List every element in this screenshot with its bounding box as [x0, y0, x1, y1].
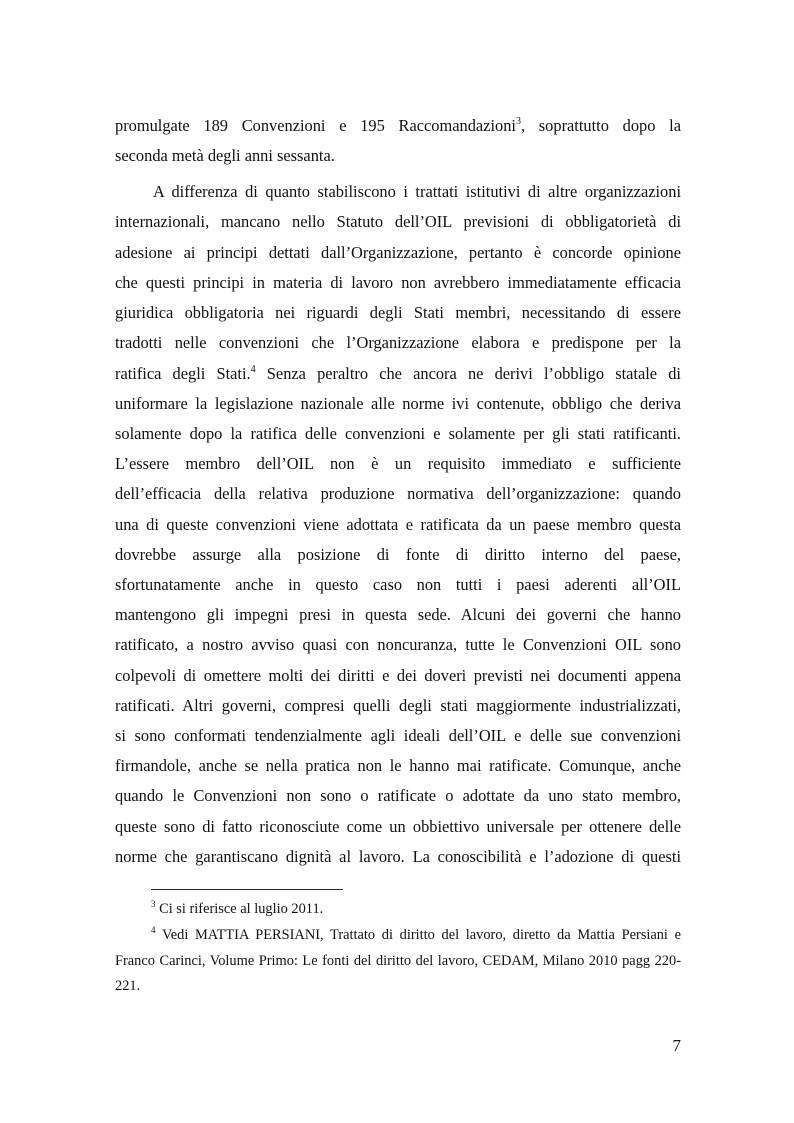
body-line: seconda metà degli anni sessanta. — [115, 146, 335, 165]
body-line: L’essere membro dell’OIL non è un requisito immediato e sufficiente — [115, 454, 681, 473]
footnote-4-line: 221. — [115, 978, 141, 994]
body-line: sfortunatamente anche in questo caso non tutti i paesi aderenti all’OIL — [115, 575, 681, 594]
body-line: ratificati. Altri governi, compresi quelli degli stati maggiormente industrializzati, — [115, 696, 681, 715]
body-line: adesione ai principi dettati dall’Organizzazione, pertanto è concorde opinione — [115, 243, 681, 262]
footnote-3: $^3$ Ci si riferisce al luglio 2011. — [151, 899, 324, 917]
body-line: giuridica obbligatoria nei riguardi degli Stati membri, necessitando di essere — [115, 303, 681, 322]
body-line: promulgate 189 Convenzioni e 195 Raccomandazioni$^3$, soprattutto dopo la — [115, 116, 681, 135]
body-line: solamente dopo la ratifica delle convenzioni e solamente per gli stati ratificanti. — [115, 424, 681, 443]
body-line: mantengono gli impegni presi in questa sede. Alcuni dei governi che hanno — [115, 605, 681, 624]
body-line: dell’efficacia della relativa produzione normativa dell’organizzazione: quando — [115, 484, 681, 503]
body-line: tradotti nelle convenzioni che l’Organizzazione elabora e predispone per la — [115, 333, 681, 352]
body-line: dovrebbe assurge alla posizione di fonte di diritto interno del paese, — [115, 545, 681, 564]
body-line: ratificato, a nostro avviso quasi con noncuranza, tutte le Convenzioni OIL sono — [115, 635, 681, 654]
footnote-4-line: Franco Carinci, Volume Primo: Le fonti del diritto del lavoro, CEDAM, Milano 2010 pagg 220- — [115, 953, 681, 969]
body-line: uniformare la legislazione nazionale alle norme ivi contenute, obbligo che deriva — [115, 394, 681, 413]
body-line: internazionali, mancano nello Statuto dell’OIL previsioni di obbligatorietà di — [115, 212, 681, 231]
page-number: 7 — [672, 1036, 681, 1055]
footnote-separator — [151, 889, 343, 890]
body-line: si sono conformati tendenzialmente agli ideali dell’OIL e delle sue convenzioni — [115, 726, 681, 745]
body-line: che questi principi in materia di lavoro non avrebbero immediatamente efficacia — [115, 273, 681, 292]
footnote-4: $^4$ Vedi MATTIA PERSIANI, Trattato di diritto del lavoro, diretto da Mattia Persiani e — [151, 925, 682, 943]
body-line: colpevoli di omettere molti dei diritti e dei doveri previsti nei documenti appena — [115, 666, 681, 685]
body-line: norme che garantiscano dignità al lavoro. La conoscibilità e l’adozione di questi — [115, 847, 681, 866]
body-line: A differenza di quanto stabiliscono i trattati istitutivi di altre organizzazioni — [153, 182, 681, 201]
body-line: queste sono di fatto riconosciute come un obbiettivo universale per ottenere delle — [115, 817, 681, 836]
body-line: ratifica degli Stati.$^4$ Senza peraltro che ancora ne derivi l’obbligo statale di — [115, 364, 681, 383]
body-line: una di queste convenzioni viene adottata e ratificata da un paese membro questa — [115, 515, 681, 534]
body-line: firmandole, anche se nella pratica non le hanno mai ratificate. Comunque, anche — [115, 756, 681, 775]
body-line: quando le Convenzioni non sono o ratificate o adottate da uno stato membro, — [115, 786, 681, 805]
